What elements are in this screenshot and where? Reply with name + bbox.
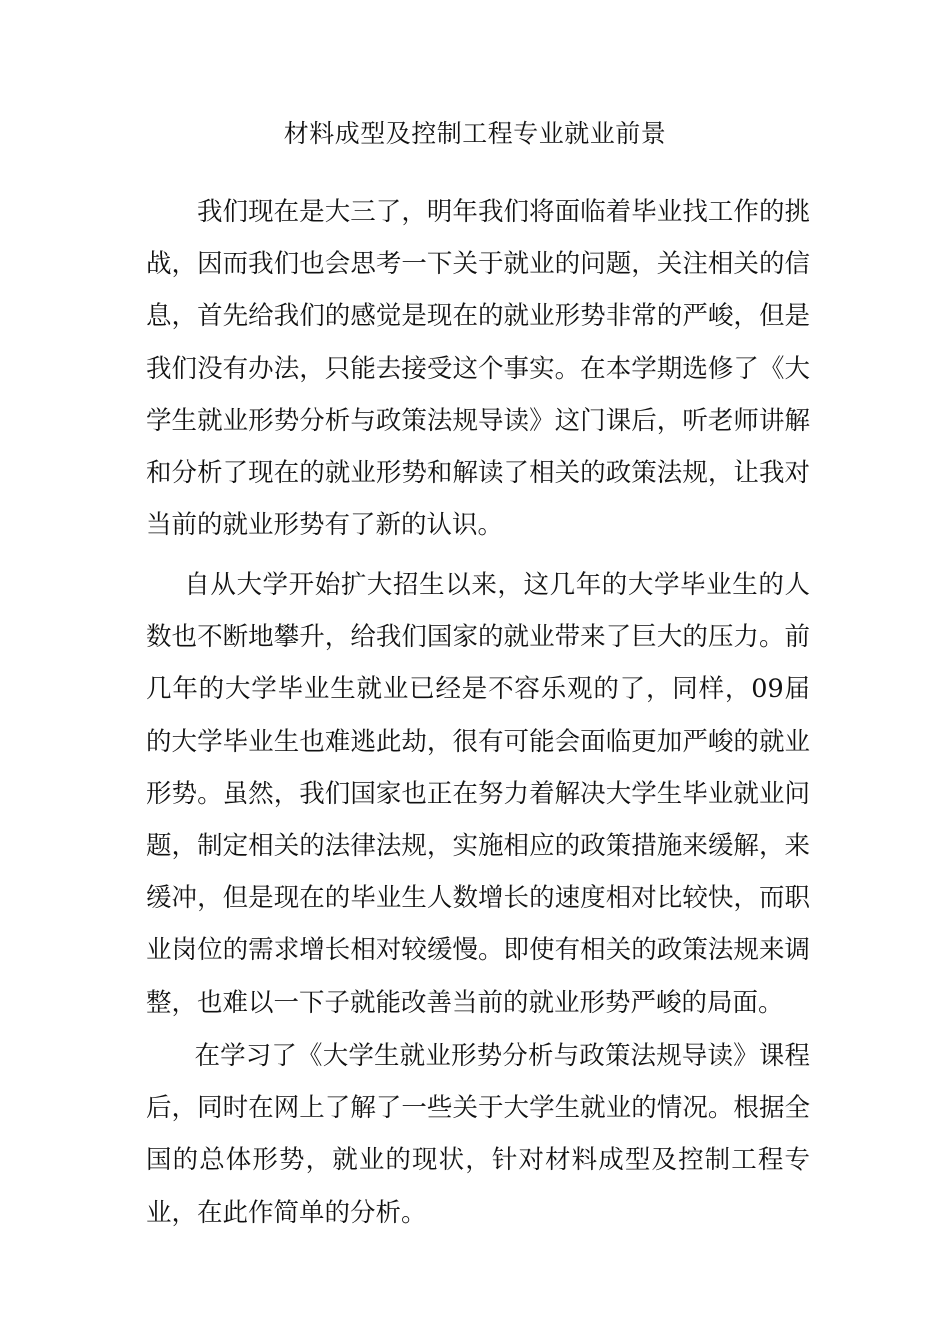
paragraph-course-analysis: 在学习了《大学生就业形势分析与政策法规导读》课程后，同时在网上了解了一些关于大学生就业的情况。根据全国的总体形势，就业的现状，针对材料成型及控制工程专业，在此作简单的分析。 <box>146 1041 810 1228</box>
document-title: 材料成型及控制工程专业就业前景 <box>283 119 667 148</box>
paragraph-intro: 我们现在是大三了，明年我们将面临着毕业找工作的挑战，因而我们也会思考一下关于就业的问题，关注相关的信息，首先给我们的感觉是现在的就业形势非常的严峻，但是我们没有办法，只能去接受这个事实。在本学期选修了《大学生就业形势分析与政策法规导读》这门课后，听老师讲解和分析了现在的就业形势和解读了相关的政策法规，让我对当前的就业形势有了新的认识。 <box>146 197 810 541</box>
paragraph-enrollment-expansion: 自从大学开始扩大招生以来，这几年的大学毕业生的人数也不断地攀升，给我们国家的就业带来了巨大的压力。前几年的大学毕业生就业已经是不容乐观的了，同样，09届的大学毕业生也难逃此劫，很有可能会面临更加严峻的就业形势。虽然，我们国家也正在努力着解决大学生毕业就业问题，制定相关的法律法规，实施相应的政策措施来缓解，来缓冲，但是现在的毕业生人数增长的速度相对比较快，而职业岗位的需求增长相对较缓慢。即使有相关的政策法规来调整，也难以一下子就能改善当前的就业形势严峻的局面。 <box>146 570 810 1018</box>
